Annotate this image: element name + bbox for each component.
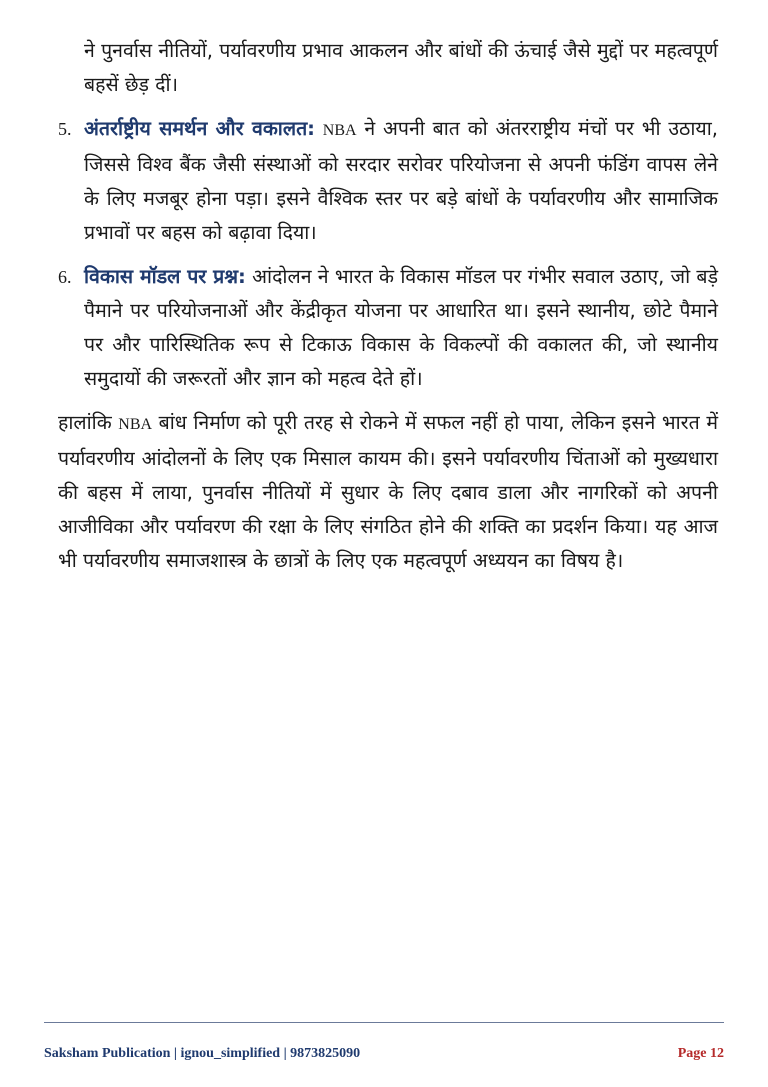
item-heading: विकास मॉडल पर प्रश्न: <box>84 265 246 288</box>
conclusion-text: बांध निर्माण को पूरी तरह से रोकने में सफल नहीं हो पाया, लेकिन इसने भारत में पर्यावरणीय आंदोलनों के लिए एक मिसाल कायम की। इसने पर्यावरणीय चिंताओं को मुख्यधारा की बहस में लाया, पुनर्वास नीतियों में सुधार के लिए दबाव डाला और नागरिकों को अपनी आजीविका और पर्यावरण की रक्षा के लिए संगठित होने की शक्ति का प्रदर्शन किया। यह आज भी पर्यावरणीय समाजशास्त्र के छात्रों के लिए एक महत्वपूर्ण अध्ययन का विषय है। <box>58 411 718 572</box>
page-footer <box>44 1046 724 1062</box>
item-text: ने अपनी बात को अंतरराष्ट्रीय मंचों पर भी उठाया, जिससे विश्व बैंक जैसी संस्थाओं को सरदार सरोवर परियोजना से अपनी फंडिंग वापस लेने के लिए मजबूर होना पड़ा। इसने वैश्विक स्तर पर बड़े बांधों के पर्यावरणीय और सामाजिक प्रभावों पर बहस को बढ़ावा दिया। <box>84 117 718 244</box>
item-text: आंदोलन ने भारत के विकास मॉडल पर गंभीर सवाल उठाए, जो बड़े पैमाने पर परियोजनाओं और केंद्रीकृत योजना पर आधारित था। इसने स्थानीय, छोटे पैमाने पर और पारिस्थितिक रूप से टिकाऊ विकास के विकल्पों की वकालत की, जो स्थानीय समुदायों की जरूरतों और ज्ञान को महत्व देते हों। <box>84 265 718 390</box>
footer-divider <box>44 1022 724 1023</box>
page-number: Page 12 <box>677 1046 724 1061</box>
page-content <box>58 34 718 578</box>
item-number: 5. <box>58 119 72 139</box>
publisher-info: Saksham Publication | ignou_simplified | 9873825090 <box>44 1046 361 1061</box>
numbered-list <box>58 112 718 396</box>
list-item <box>58 112 718 250</box>
conclusion-abbreviation: NBA <box>118 416 153 433</box>
list-item <box>58 260 718 396</box>
conclusion-paragraph <box>58 406 718 578</box>
continuation-paragraph: ने पुनर्वास नीतियों, पर्यावरणीय प्रभाव आकलन और बांधों की ऊंचाई जैसे मुद्दों पर महत्वपूर्ण बहसें छेड़ दीं। <box>84 39 718 96</box>
conclusion-lead: हालांकि <box>58 411 112 434</box>
item-abbreviation: NBA <box>322 122 357 139</box>
item-number: 6. <box>58 267 72 287</box>
item-heading: अंतर्राष्ट्रीय समर्थन और वकालत: <box>84 117 315 140</box>
